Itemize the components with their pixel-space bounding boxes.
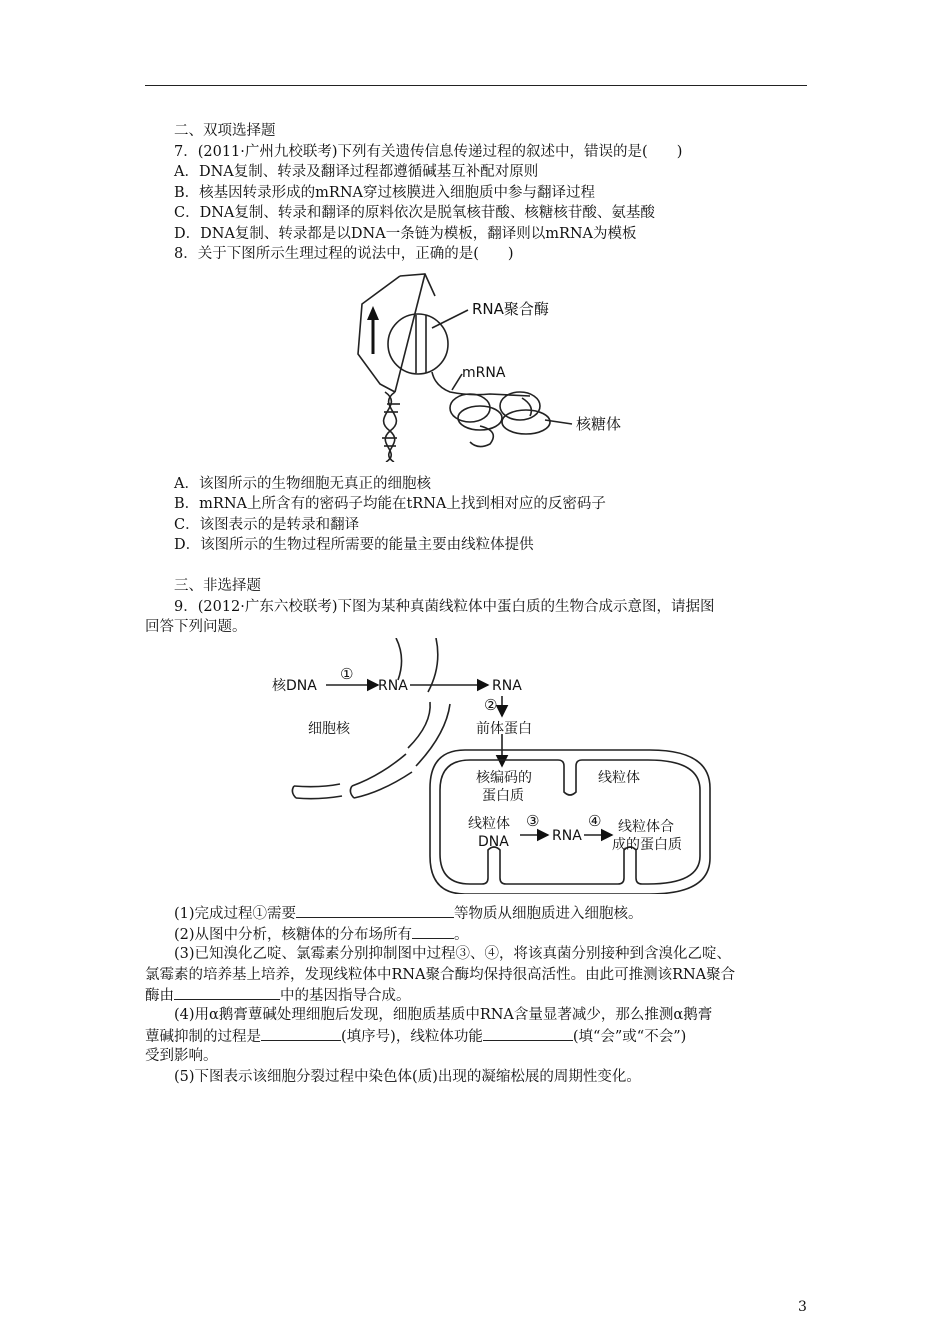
q7-option-d: D．DNA复制、转录都是以DNA一条链为模板，翻译则以mRNA为模板 <box>174 226 637 242</box>
answer-blank-5[interactable] <box>483 1026 573 1041</box>
answer-blank-1[interactable] <box>296 903 454 918</box>
transcription-translation-figure <box>340 266 640 462</box>
section-heading-2: 二、双项选择题 <box>174 123 276 139</box>
label-rna-polymerase: RNA聚合酶 <box>472 300 549 318</box>
label-precursor-protein: 前体蛋白 <box>476 721 532 737</box>
q9-part3-line3 <box>145 985 411 1006</box>
label-rna2: RNA <box>492 678 522 694</box>
header-rule <box>145 85 807 86</box>
q7-option-b: B．核基因转录形成的mRNA穿过核膜进入细胞质中参与翻译过程 <box>174 185 595 201</box>
q9-part3-line1: (3)已知溴化乙啶、氯霉素分别抑制图中过程③、④，将该真菌分别接种到含溴化乙啶、 <box>174 946 732 962</box>
q9-part4-line1: (4)用α鹅膏蕈碱处理细胞后发现，细胞质基质中RNA含量显著减少，那么推测α鹅膏 <box>174 1007 713 1023</box>
q9-part4-text-c: (填“会”或“不会”) <box>572 1029 687 1045</box>
answer-blank-3[interactable] <box>174 985 280 1000</box>
q9-part3-text-a: 酶由 <box>145 988 174 1004</box>
page-number: 3 <box>798 1299 807 1315</box>
mitochondrial-protein-synthesis-figure <box>270 638 730 894</box>
q8-option-d: D．该图所示的生物过程所需要的能量主要由线粒体提供 <box>174 537 534 553</box>
label-step4: ④ <box>588 812 602 830</box>
section-heading-3: 三、非选择题 <box>174 578 261 594</box>
q9-part2-text-a: (2)从图中分析，核糖体的分布场所有 <box>174 927 413 943</box>
q7-stem: 7．(2011·广州九校联考)下列有关遗传信息传递过程的叙述中，错误的是( ) <box>174 144 683 160</box>
label-ribosome: 核糖体 <box>576 415 622 433</box>
q7-option-a: A．DNA复制、转录及翻译过程都遵循碱基互补配对原则 <box>174 164 539 180</box>
label-step2: ② <box>484 696 498 714</box>
label-mt-protein-1: 线粒体合 <box>618 819 674 835</box>
q9-part5: (5)下图表示该细胞分裂过程中染色体(质)出现的凝缩松展的周期性变化。 <box>174 1069 641 1085</box>
q8-option-a: A．该图所示的生物细胞无真正的细胞核 <box>174 476 431 492</box>
label-mrna: mRNA <box>462 365 506 381</box>
q9-part1-text-b: 等物质从细胞质进入细胞核。 <box>454 906 643 922</box>
label-rna1: RNA <box>378 678 408 694</box>
label-mt-dna-1: 线粒体 <box>468 816 510 832</box>
label-mt-protein-2: 成的蛋白质 <box>612 837 682 853</box>
q9-part1-text-a: (1)完成过程①需要 <box>174 906 297 922</box>
q8-option-c: C．该图表示的是转录和翻译 <box>174 517 360 533</box>
label-mt-dna-2: DNA <box>478 834 509 850</box>
answer-blank-2[interactable] <box>412 924 454 939</box>
q9-part4-text-b: (填序号)，线粒体功能 <box>341 1029 483 1045</box>
label-nuclear-encoded-1: 核编码的 <box>476 770 532 786</box>
q8-option-b: B．mRNA上所含有的密码子均能在tRNA上找到相对应的反密码子 <box>174 496 606 512</box>
q7-option-c: C．DNA复制、转录和翻译的原料依次是脱氧核苷酸、核糖核苷酸、氨基酸 <box>174 205 655 221</box>
q9-stem-line1: 9．(2012·广东六校联考)下图为某种真菌线粒体中蛋白质的生物合成示意图，请据图 <box>174 599 715 615</box>
label-nuclear-encoded-2: 蛋白质 <box>482 788 524 804</box>
q9-stem-line2: 回答下列问题。 <box>145 619 247 635</box>
q9-part4-line2 <box>145 1026 686 1047</box>
q8-stem: 8．关于下图所示生理过程的说法中，正确的是( ) <box>174 246 514 262</box>
q9-part4-line3: 受到影响。 <box>145 1048 218 1064</box>
q9-part2-text-b: 。 <box>454 927 469 943</box>
q9-part3-line2: 氯霉素的培养基上培养，发现线粒体中RNA聚合酶均保持很高活性。由此可推测该RNA聚合 <box>145 967 736 983</box>
q9-part4-text-a: 蕈碱抑制的过程是 <box>145 1029 261 1045</box>
answer-blank-4[interactable] <box>261 1026 341 1041</box>
label-mitochondrion: 线粒体 <box>598 770 640 786</box>
label-nuclear-dna: 核DNA <box>272 678 317 694</box>
q9-part1 <box>174 903 643 924</box>
label-rna3: RNA <box>552 828 582 844</box>
q9-part2 <box>174 924 469 945</box>
label-step1: ① <box>340 665 354 683</box>
q9-part3-text-b: 中的基因指导合成。 <box>280 988 411 1004</box>
label-nucleus: 细胞核 <box>308 721 350 737</box>
label-step3: ③ <box>526 812 540 830</box>
